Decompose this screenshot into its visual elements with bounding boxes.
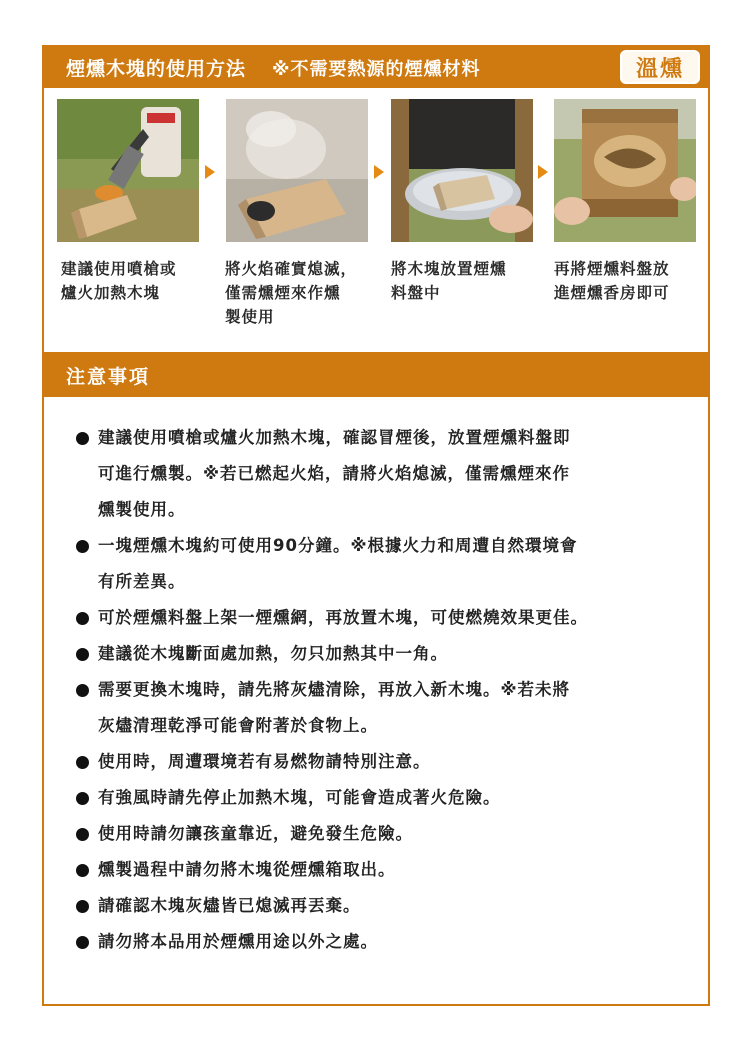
- bullet-icon: [76, 612, 89, 625]
- warm-smoke-badge: 溫燻: [620, 50, 700, 84]
- step-2-photo: [226, 99, 368, 242]
- notes-header-bar: [44, 354, 708, 397]
- step-arrow-1: [205, 165, 215, 179]
- usage-title: 煙燻木塊的使用方法: [66, 58, 247, 80]
- bullet-icon: [76, 648, 89, 661]
- notes-panel: [42, 352, 710, 1006]
- step-3-caption: 將木塊放置煙燻 料盤中: [391, 260, 507, 302]
- list-item: 建議使用噴槍或爐火加熱木塊，確認冒煙後，放置煙燻料盤即 可進行燻製。※若已燃起火焰，請將火焰熄滅，僅需燻煙來作 燻製使用。: [76, 420, 696, 528]
- step-4-caption: 再將煙燻料盤放 進煙燻香房即可: [554, 260, 670, 302]
- bullet-icon: [76, 828, 89, 841]
- usage-steps: [44, 99, 708, 249]
- bullet-icon: [76, 792, 89, 805]
- step-1-photo: [57, 99, 199, 242]
- usage-panel: [42, 45, 710, 355]
- step-arrow-2: [374, 165, 384, 179]
- list-item: 可於煙燻料盤上架一煙燻網，再放置木塊，可使燃燒效果更佳。: [76, 600, 696, 636]
- bullet-icon: [76, 540, 89, 553]
- notes-title: 注意事項: [66, 366, 151, 388]
- step-arrow-3: [538, 165, 548, 179]
- bullet-icon: [76, 900, 89, 913]
- step-2-caption: 將火焰確實熄滅， 僅需燻煙來作燻 製使用: [225, 260, 358, 326]
- list-item: 請確認木塊灰燼皆已熄滅再丟棄。: [76, 888, 696, 924]
- usage-header-bar: [44, 47, 708, 88]
- notes-list: [76, 420, 696, 960]
- bullet-icon: [76, 864, 89, 877]
- bullet-icon: [76, 432, 89, 445]
- list-item: 有強風時請先停止加熱木塊，可能會造成著火危險。: [76, 780, 696, 816]
- bullet-icon: [76, 684, 89, 697]
- usage-subtitle: ※不需要熱源的煙燻材料: [272, 58, 481, 80]
- step-1-caption: 建議使用噴槍或 爐火加熱木塊: [61, 260, 177, 302]
- bullet-icon: [76, 936, 89, 949]
- list-item: 請勿將本品用於煙燻用途以外之處。: [76, 924, 696, 960]
- list-item: 建議從木塊斷面處加熱，勿只加熱其中一角。: [76, 636, 696, 672]
- step-3-photo: [391, 99, 533, 242]
- step-4-photo: [554, 99, 696, 242]
- list-item: 使用時，周遭環境若有易燃物請特別注意。: [76, 744, 696, 780]
- bullet-icon: [76, 756, 89, 769]
- list-item: 使用時請勿讓孩童靠近，避免發生危險。: [76, 816, 696, 852]
- list-item: 需要更換木塊時，請先將灰燼清除，再放入新木塊。※若未將 灰燼清理乾淨可能會附著於食物上。: [76, 672, 696, 744]
- list-item: 燻製過程中請勿將木塊從煙燻箱取出。: [76, 852, 696, 888]
- list-item: 一塊煙燻木塊約可使用90分鐘。※根據火力和周遭自然環境會 有所差異。: [76, 528, 696, 600]
